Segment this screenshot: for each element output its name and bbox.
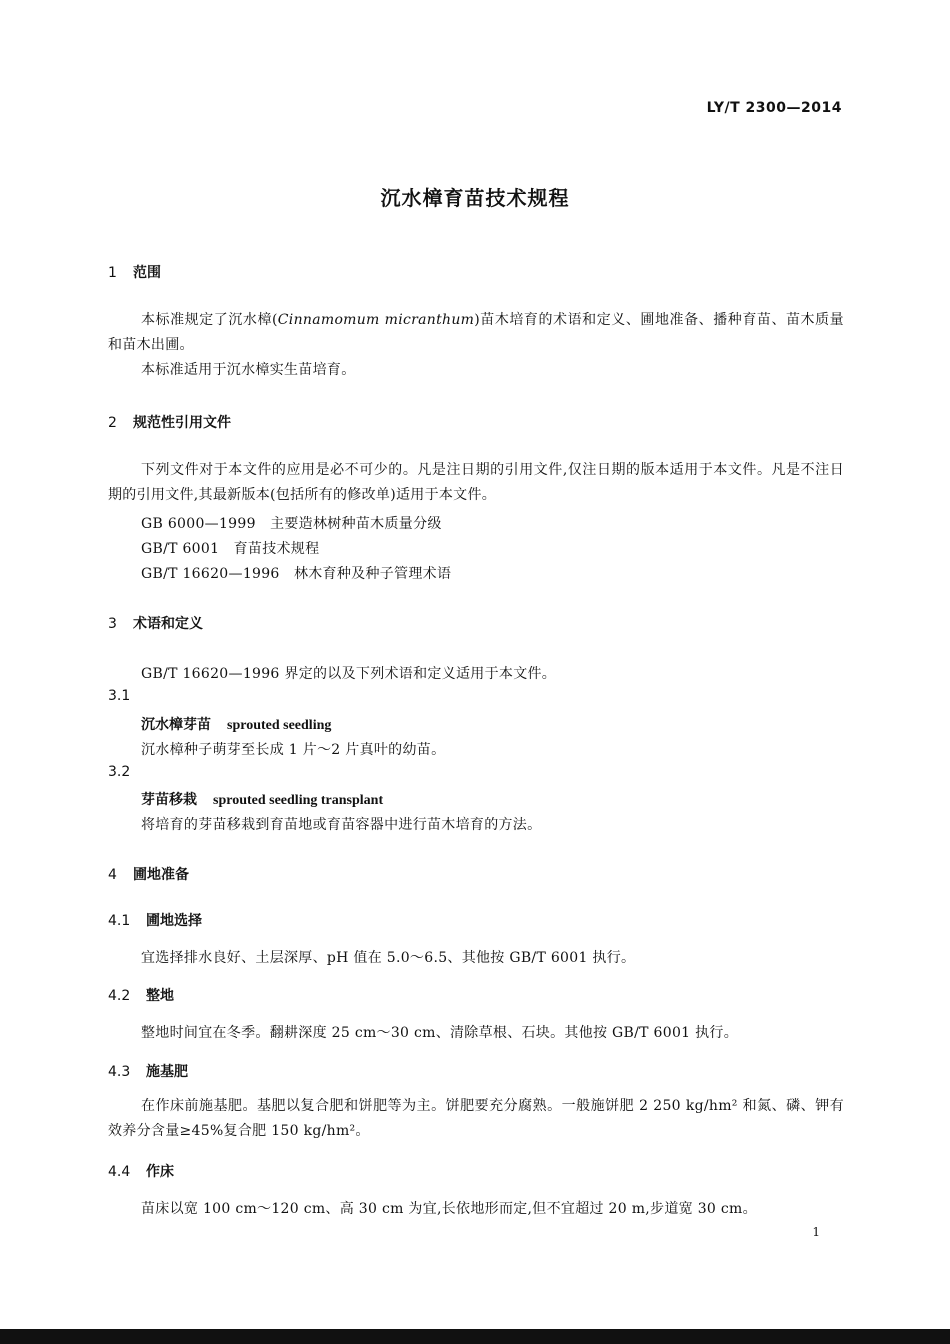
term-entry: [141, 789, 383, 809]
section-title: 范围: [133, 265, 161, 281]
subsection-title: 圃地选择: [146, 913, 202, 929]
section-1-heading: [108, 262, 161, 282]
section-3-heading: [108, 613, 203, 633]
reference-item: GB/T 16620—1996 林木育种及种子管理术语: [141, 566, 452, 582]
subsection-4-3-heading: [108, 1061, 188, 1081]
section-4-heading: [108, 864, 189, 884]
section-3-paragraph-1: GB/T 16620—1996 界定的以及下列术语和定义适用于本文件。: [141, 666, 557, 682]
term-english: sprouted seedling transplant: [213, 793, 384, 808]
section-1-paragraph-1: [108, 308, 844, 358]
term-number: 3.2: [108, 764, 131, 780]
term-english: sprouted seedling: [227, 718, 332, 733]
subsection-number: 4.2: [108, 988, 131, 1004]
bottom-border: [0, 1329, 950, 1344]
subsection-4-4-heading: [108, 1161, 174, 1181]
subsection-4-4-text: 苗床以宽 100 cm～120 cm、高 30 cm 为宜,长依地形而定,但不宜超过 20 m,步道宽 30 cm。: [141, 1201, 757, 1217]
subsection-4-1-text: 宜选择排水良好、土层深厚、pH 值在 5.0～6.5、其他按 GB/T 6001 执行。: [141, 950, 636, 966]
subsection-number: 4.4: [108, 1164, 131, 1180]
subsection-4-1-heading: [108, 910, 202, 930]
text-run: )苗木培育的术语和定义、圃地准备、播种育苗、苗木质量和苗木出圃。: [108, 312, 844, 353]
section-title: 规范性引用文件: [133, 415, 231, 431]
section-1-paragraph-2: 本标准适用于沉水樟实生苗培育。: [141, 362, 356, 378]
term-number: 3.1: [108, 688, 131, 704]
section-number: 2: [108, 415, 117, 431]
subsection-title: 作床: [146, 1164, 174, 1180]
subsection-title: 施基肥: [146, 1064, 188, 1080]
subsection-4-2-text: 整地时间宜在冬季。翻耕深度 25 cm～30 cm、清除草根、石块。其他按 GB/T 6001 执行。: [141, 1025, 739, 1041]
subsection-number: 4.3: [108, 1064, 131, 1080]
subsection-4-3-text: 在作床前施基肥。基肥以复合肥和饼肥等为主。饼肥要充分腐熟。一般施饼肥 2 250 kg/hm² 和氮、磷、钾有效养分含量≥45%复合肥 150 kg/hm²。: [108, 1098, 844, 1139]
subsection-number: 4.1: [108, 913, 131, 929]
latin-name: Cinnamomum micranthum: [277, 312, 475, 328]
term-entry: [141, 714, 331, 734]
subsection-4-2-heading: [108, 985, 174, 1005]
page-number: 1: [812, 1225, 820, 1239]
section-2-paragraph-1: 下列文件对于本文件的应用是必不可少的。凡是注日期的引用文件,仅注日期的版本适用于本文件。凡是不注日期的引用文件,其最新版本(包括所有的修改单)适用于本文件。: [108, 462, 844, 503]
text-run: 本标准规定了沉水樟(: [141, 312, 278, 328]
reference-item: GB/T 6001 育苗技术规程: [141, 541, 320, 557]
section-number: 4: [108, 867, 117, 883]
term-chinese: 沉水樟芽苗: [141, 717, 211, 733]
section-number: 1: [108, 265, 117, 281]
term-definition: 将培育的芽苗移栽到育苗地或育苗容器中进行苗木培育的方法。: [141, 817, 542, 833]
section-number: 3: [108, 616, 117, 632]
section-2-heading: [108, 412, 231, 432]
page-title: 沉水樟育苗技术规程: [380, 186, 570, 210]
subsection-title: 整地: [146, 988, 174, 1004]
term-definition: 沉水樟种子萌芽至长成 1 片～2 片真叶的幼苗。: [141, 742, 446, 758]
reference-item: GB 6000—1999 主要造林树种苗木质量分级: [141, 516, 442, 532]
document-number: LY/T 2300—2014: [706, 100, 842, 116]
term-chinese: 芽苗移栽: [141, 792, 197, 808]
section-title: 术语和定义: [133, 616, 203, 632]
section-title: 圃地准备: [133, 867, 189, 883]
